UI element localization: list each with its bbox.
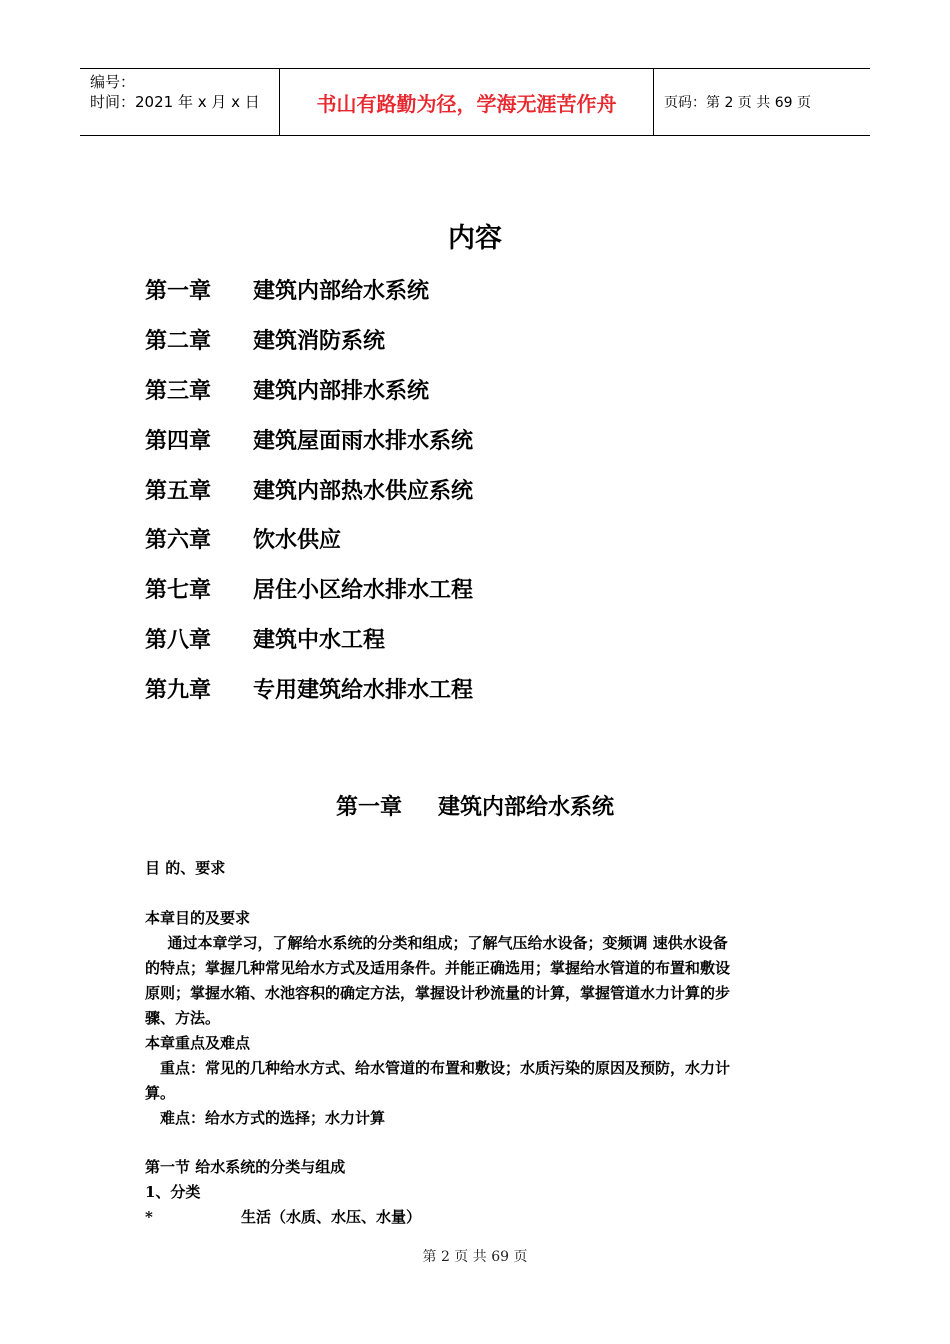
chapter-number: 第七章 xyxy=(145,577,212,604)
bullet-text: 生活（水质、水压、水量） xyxy=(241,1208,422,1226)
chapter-title: 建筑屋面雨水排水系统 xyxy=(253,427,474,454)
chapter-title: 建筑内部热水供应系统 xyxy=(253,477,474,504)
page-footer: 第 2 页 共 69 页 xyxy=(422,1249,528,1265)
key-line: 算。 xyxy=(145,1084,176,1102)
contents-title: 内容 xyxy=(448,223,502,254)
contents-item xyxy=(145,365,473,415)
sub-heading: 1、分类 xyxy=(145,1183,201,1201)
list-item xyxy=(145,1205,810,1230)
chapter-number: 第五章 xyxy=(145,477,212,504)
chapter-goal-block xyxy=(145,906,810,1131)
page-header xyxy=(80,68,870,136)
chapter-number: 第八章 xyxy=(145,626,212,653)
contents-item xyxy=(145,614,473,664)
header-motto: 书山有路勤为径，学海无涯苦作舟 xyxy=(280,69,654,135)
chapter-title: 饮水供应 xyxy=(253,527,342,554)
chapter-title: 建筑中水工程 xyxy=(253,626,386,653)
chapter-title: 建筑内部给水系统 xyxy=(253,278,430,305)
contents-item xyxy=(145,464,473,514)
chapter-heading xyxy=(0,790,950,821)
key-heading: 本章重点及难点 xyxy=(145,1034,251,1052)
contents-item xyxy=(145,315,473,365)
chapter-title: 建筑内部排水系统 xyxy=(253,377,430,404)
chapter-title: 专用建筑给水排水工程 xyxy=(253,676,474,703)
goal-heading: 本章目的及要求 xyxy=(145,909,251,927)
chapter-number: 第三章 xyxy=(145,377,212,404)
section-title: 第一节 给水系统的分类与组成 xyxy=(145,1158,346,1176)
goal-line: 通过本章学习，了解给水系统的分类和组成；了解气压给水设备；变频调 速供水设备 xyxy=(167,934,728,952)
chapter-heading-title: 建筑内部给水系统 xyxy=(438,794,615,820)
purpose-heading: 目 的、要求 xyxy=(145,859,226,877)
goal-line: 原则；掌握水箱、水池容积的确定方法，掌握设计秒流量的计算，掌握管道水力计算的步 xyxy=(145,984,731,1002)
contents-item xyxy=(145,265,473,315)
header-page-info: 页码：第 2 页 共 69 页 xyxy=(664,95,811,111)
difficulty-line: 难点：给水方式的选择；水力计算 xyxy=(160,1109,386,1127)
goal-line: 的特点；掌握几种常见给水方式及适用条件。并能正确选用；掌握给水管道的布置和敷设 xyxy=(145,959,731,977)
key-line: 重点：常见的几种给水方式、给水管道的布置和敷设；水质污染的原因及预防，水力计 xyxy=(160,1059,731,1077)
contents-item xyxy=(145,663,473,713)
chapter-number: 第一章 xyxy=(145,278,212,305)
contents-item xyxy=(145,414,473,464)
chapter-number: 第二章 xyxy=(145,328,212,355)
chapter-title: 建筑消防系统 xyxy=(253,328,386,355)
chapter-title: 居住小区给水排水工程 xyxy=(253,577,474,604)
contents-item xyxy=(145,514,473,564)
chapter-number: 第六章 xyxy=(145,527,212,554)
header-meta-cell xyxy=(80,69,280,135)
document-number-label: 编号： xyxy=(90,73,136,91)
bullet-marker: * xyxy=(145,1208,153,1226)
goal-line: 骤、方法。 xyxy=(145,1009,221,1027)
contents-list xyxy=(145,265,473,713)
document-time-label: 时间：2021 年 x 月 x 日 xyxy=(90,93,260,111)
chapter-number: 第四章 xyxy=(145,427,212,454)
contents-item xyxy=(145,564,473,614)
chapter-heading-number: 第一章 xyxy=(335,794,402,820)
section-block xyxy=(145,1155,810,1230)
chapter-number: 第九章 xyxy=(145,676,212,703)
